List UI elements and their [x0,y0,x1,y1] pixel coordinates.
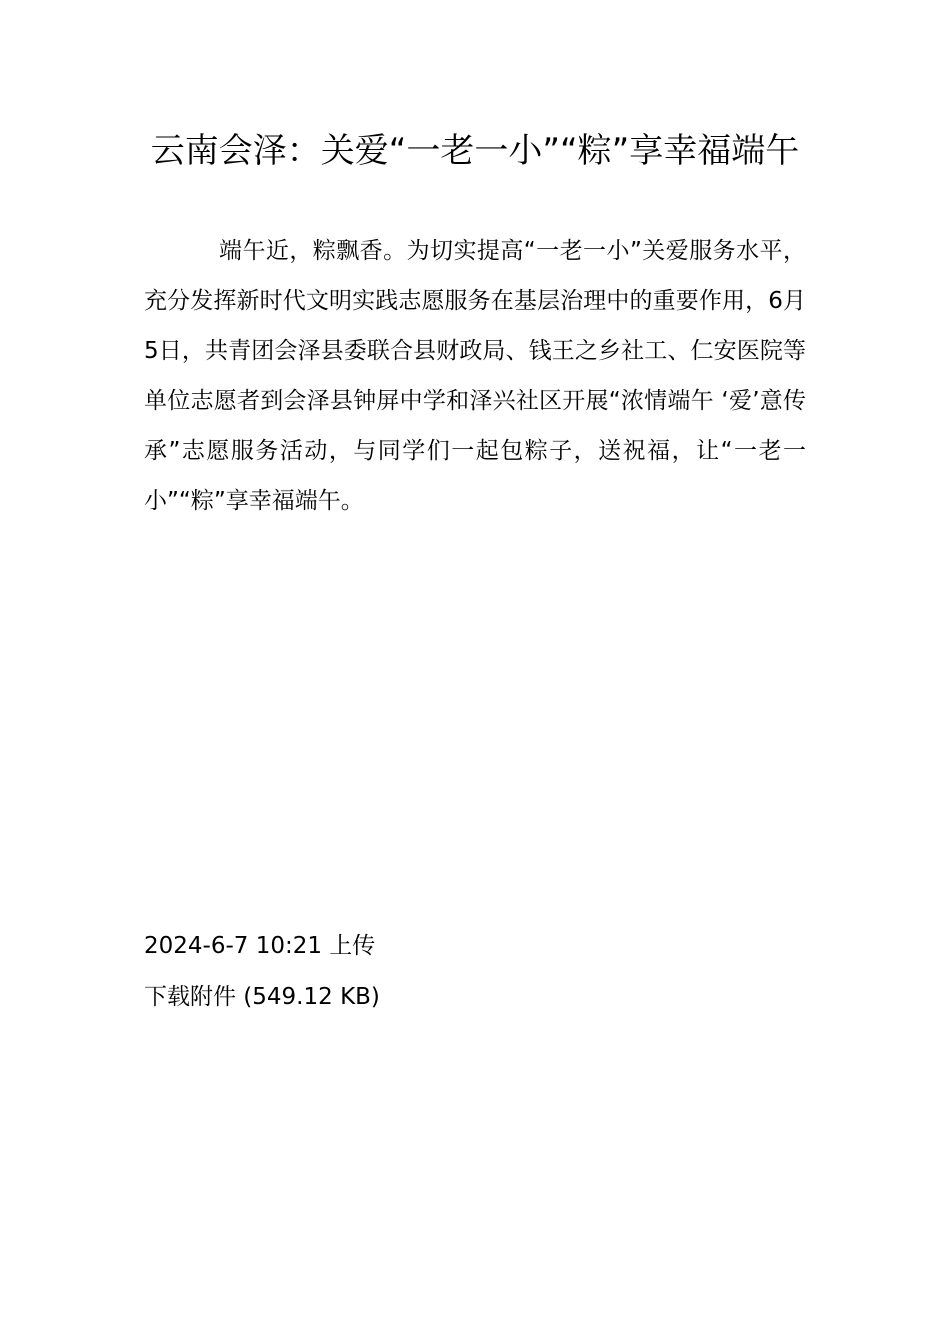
article-title: 云南会泽：关爱“一老一小”“粽”享幸福端午 [150,131,800,171]
article-body: 端午近，粽飘香。为切实提高“一老一小”关爱服务水平，充分发挥新时代文明实践志愿服务在基层治理中的重要作用，6月5日，共青团会泽县委联合县财政局、钱王之乡社工、仁安医院等单位志愿者到会泽县钟屏中学和泽兴社区开展“浓情端午 ‘爱’意传承”志愿服务活动，与同学们一起包粽子，送祝福，让“一老一小”“粽”享幸福端午。 [144,238,806,514]
download-attachment-link[interactable]: 下载附件 (549.12 KB) [144,984,380,1010]
upload-timestamp: 2024-6-7 10:21 上传 [144,933,376,959]
